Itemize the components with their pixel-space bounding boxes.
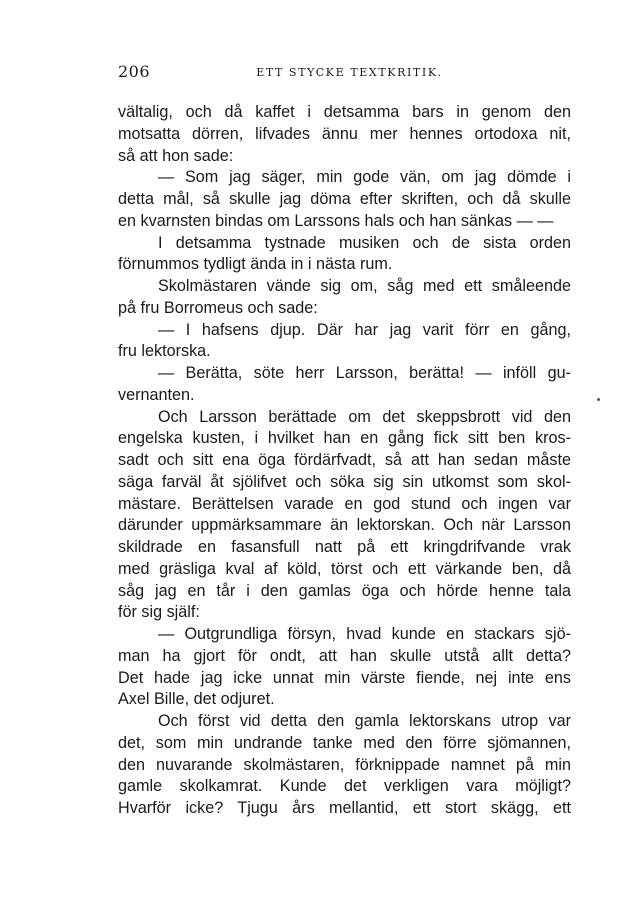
text-line: förnummos tydligt ända in i nästa rum. (118, 255, 393, 274)
body-text (118, 102, 571, 820)
text-line: på fru Borromeus och sade: (118, 298, 318, 317)
text-line: — Som jag säger, min gode vän, om jag dömde i (158, 168, 571, 187)
text-line: vernanten. (118, 385, 195, 404)
page-header (118, 62, 571, 84)
text-line: — Berätta, söte herr Larsson, berätta! — inföll gu- (158, 364, 571, 382)
text-line: den nuvarande skolmästaren, förknippade namnet på min (118, 755, 571, 774)
text-line: såg jag en tår i den gamlas öga och hörde henne tala (118, 581, 571, 600)
text-line: Axel Bille, det odjuret. (118, 690, 275, 709)
text-line: Skolmästaren vände sig om, såg med ett småleende (158, 277, 571, 295)
text-line: sadt och sitt ena öga fördärfvadt, så att han sedan måste (118, 451, 571, 469)
text-line: Och Larsson berättade om det skeppsbrott vid den (158, 407, 571, 426)
text-line: därunder uppmärksammare än lektorskan. Och när Larsson (118, 516, 571, 535)
text-line: man ha gjort för ondt, att han skulle utstå allt detta? (118, 646, 571, 665)
margin-speck (597, 398, 600, 401)
text-line: det, som min undrande tanke med den förre sjömannen, (118, 733, 571, 752)
text-line: gamle skolkamrat. Kunde det verkligen vara möjligt? (118, 777, 571, 796)
text-line: motsatta dörren, lifvades ännu mer hennes ortodoxa nit, (118, 124, 571, 143)
text-line: fru lektorska. (118, 342, 211, 361)
text-line: med gräsliga kval af köld, törst och ett värkande ben, då (118, 559, 571, 578)
text-line: skildrade en fasansfull natt på ett kringdrifvande vrak (118, 538, 571, 556)
text-line: Hvarför icke? Tjugu års mellantid, ett stort skägg, ett (118, 799, 571, 817)
text-line: Och först vid detta den gamla lektorskans utrop var (158, 712, 571, 730)
page-number: 206 (118, 62, 151, 81)
text-line: engelska kusten, i hvilket han en gång fick sitt ben kros- (118, 429, 571, 448)
text-line: så att hon sade: (118, 146, 234, 165)
text-line: mästare. Berättelsen varade en god stund och ingen var (118, 494, 571, 513)
text-line: — Outgrundliga försyn, hvad kunde en stackars sjö- (158, 625, 571, 643)
text-line: detta mål, så skulle jag döma efter skriften, och då skulle (118, 190, 571, 208)
running-title: ETT STYCKE TEXTKRITIK. (256, 66, 443, 79)
text-line: I detsamma tystnade musiken och de sista orden (158, 233, 571, 252)
text-line: säga farväl åt sjölifvet och söka sig sin utkomst som skol- (118, 472, 571, 491)
text-line: för sig själf: (118, 603, 200, 622)
text-line: Det hade jag icke unnat min värste fiende, nej inte ens (118, 668, 571, 687)
text-line: — I hafsens djup. Där har jag varit förr en gång, (158, 320, 571, 339)
text-line: en kvarnsten bindas om Larssons hals och han sänkas — — (118, 211, 554, 230)
text-line: vältalig, och då kaffet i detsamma bars in genom den (118, 103, 571, 121)
